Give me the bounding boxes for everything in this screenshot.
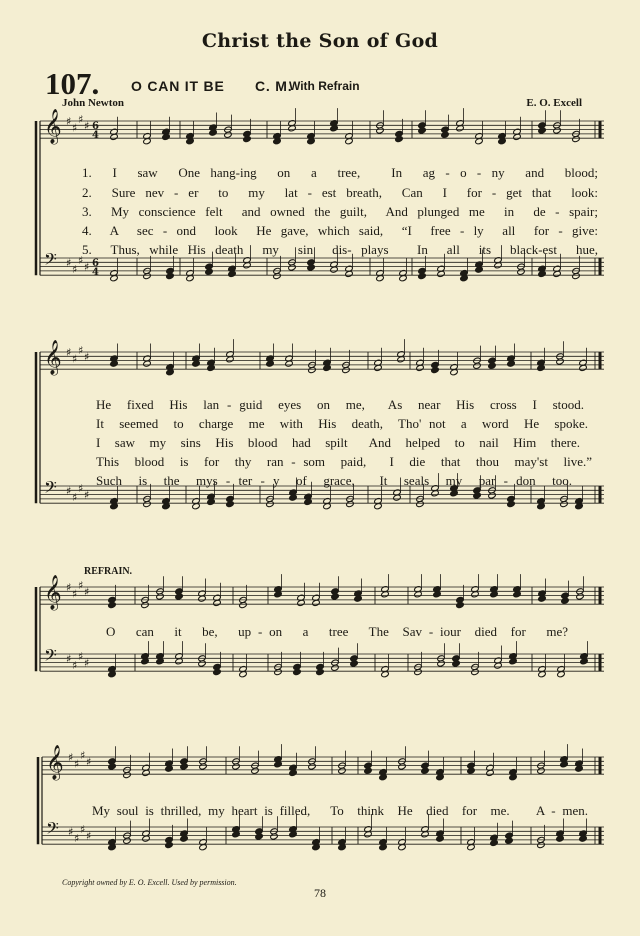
verse-line-10: Such is the mys - ter - y of grace, It seals my par - don too.	[96, 473, 572, 488]
sharp-icon: ♯	[78, 254, 84, 268]
bass-clef-icon: 𝄢	[44, 645, 57, 669]
sharp-icon: ♯	[66, 581, 72, 594]
bass-clef-icon: 𝄢	[44, 249, 57, 273]
sharp-icon: ♯	[72, 352, 78, 366]
bass-clef-icon: 𝄢	[44, 477, 57, 501]
composer-credit: E. O. Excell	[526, 97, 582, 109]
treble-clef-icon: 𝄞	[44, 340, 62, 375]
sharp-icon: ♯	[78, 112, 84, 126]
refrain-note: With Refrain	[289, 79, 360, 93]
sharp-icon: ♯	[78, 650, 84, 664]
sharp-icon: ♯	[68, 751, 74, 764]
sharp-icon: ♯	[66, 652, 72, 666]
verse-line-8: I saw my sins His blood had spilt And helped to nail Him there.	[96, 435, 580, 450]
refrain-line-1: O can it be, up - on a tree The Sav - iour died for me?	[106, 624, 568, 639]
verse-line-2: 2. Sure nev - er to my lat - est breath, Can I for - get that look:	[82, 185, 598, 200]
author-credit: John Newton	[62, 97, 125, 109]
refrain-line-2: My soul is thrilled, my heart is filled, To think He died for me. A - men.	[92, 803, 588, 818]
time-signature: 4	[92, 130, 99, 141]
sharp-icon: ♯	[84, 260, 90, 274]
time-signature: 6	[92, 121, 99, 132]
treble-clef-icon: 𝄞	[44, 575, 62, 610]
sharp-icon: ♯	[78, 482, 84, 496]
sharp-icon: ♯	[68, 825, 74, 839]
page-number: 78	[314, 886, 326, 900]
verse-line-5: 5. Thus, while His death my sin dis- plays In all its black-est hue,	[82, 242, 598, 257]
treble-clef-icon: 𝄞	[44, 109, 62, 144]
section-title: Christ the Son of God	[201, 30, 439, 52]
sharp-icon: ♯	[86, 829, 92, 843]
verse-line-6: He fixed His lan - guid eyes on me, As near His cross I stood.	[96, 397, 584, 412]
sharp-icon: ♯	[84, 119, 90, 133]
sharp-icon: ♯	[72, 121, 78, 135]
time-signature: 4	[92, 267, 99, 278]
verse-line-1: 1. I saw One hang-ing on a tree, In ag - o - ny and blood;	[82, 165, 598, 180]
bass-clef-icon: 𝄢	[46, 818, 59, 842]
sharp-icon: ♯	[74, 831, 80, 845]
verse-line-3: 3. My conscience felt and owned the guilt, And plunged me in de - spair;	[82, 204, 598, 219]
time-signature: 6	[92, 258, 99, 269]
sharp-icon: ♯	[72, 658, 78, 672]
refrain-label: REFRAIN.	[84, 566, 133, 577]
verse-line-9: This blood is for thy ran - som paid, I die that thou may'st live.”	[96, 454, 592, 469]
verse-line-4: 4. A sec - ond look He gave, which said, “I free - ly all for - give:	[82, 223, 598, 238]
sharp-icon: ♯	[80, 823, 86, 837]
sharp-icon: ♯	[84, 656, 90, 670]
sharp-icon: ♯	[66, 346, 72, 359]
copyright-note: Copyright owned by E. O. Excell. Used by permission.	[62, 878, 237, 887]
sharp-icon: ♯	[72, 490, 78, 504]
sharp-icon: ♯	[66, 256, 72, 270]
sharp-icon: ♯	[66, 484, 72, 498]
treble-clef-icon: 𝄞	[46, 745, 64, 780]
sharp-icon: ♯	[78, 578, 84, 592]
sharp-icon: ♯	[78, 343, 84, 357]
sharp-icon: ♯	[72, 262, 78, 276]
sharp-icon: ♯	[74, 757, 80, 771]
sharp-icon: ♯	[66, 115, 72, 128]
sharp-icon: ♯	[84, 488, 90, 502]
sharp-icon: ♯	[86, 755, 92, 769]
sharp-icon: ♯	[72, 587, 78, 601]
verse-line-7: It seemed to charge me with His death, Tho' not a word He spoke.	[96, 416, 588, 431]
hymn-number: 107.	[45, 66, 100, 101]
sharp-icon: ♯	[80, 748, 86, 762]
hymn-meter: C. M.	[255, 78, 293, 94]
sharp-icon: ♯	[84, 585, 90, 599]
hymn-title: O CAN IT BE	[131, 78, 225, 94]
sharp-icon: ♯	[84, 350, 90, 364]
